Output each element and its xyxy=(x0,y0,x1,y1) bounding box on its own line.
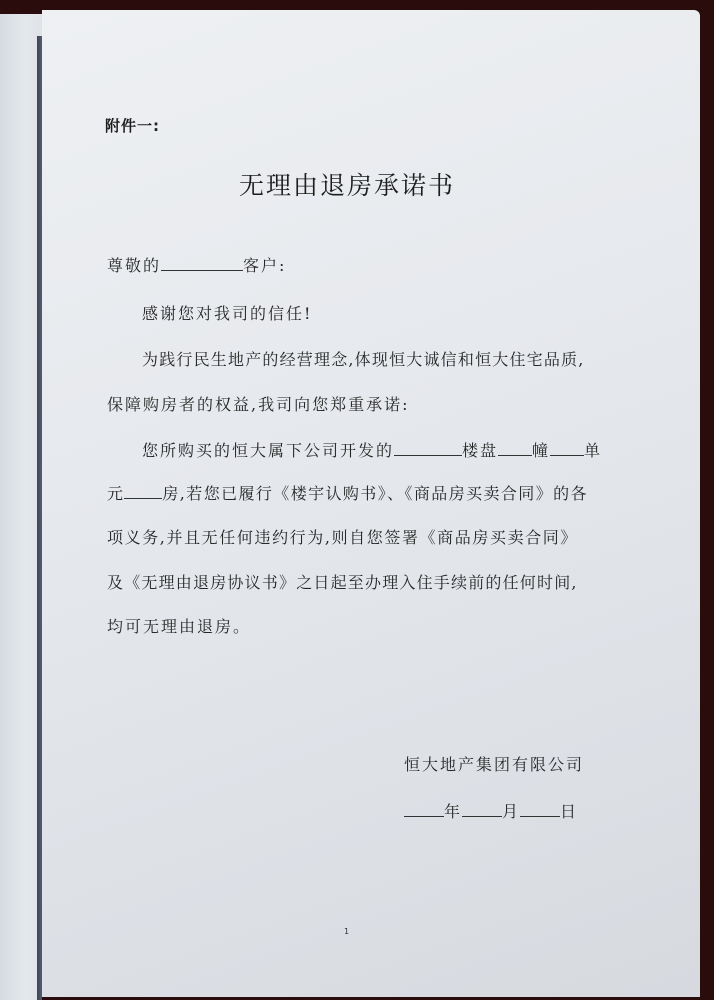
salutation-prefix: 尊敬的 xyxy=(107,256,162,275)
annex-label: 附件一: xyxy=(105,117,160,135)
terms-text: 楼盘 xyxy=(462,441,499,460)
previous-page-edge xyxy=(0,14,42,1000)
paragraph-terms-line-3: 项义务,并且无任何违约行为,则自您签署《商品房买卖合同》 xyxy=(107,528,578,547)
terms-text: 幢 xyxy=(532,441,551,460)
year-label: 年 xyxy=(444,802,463,821)
document-title: 无理由退房承诺书 xyxy=(238,171,455,200)
terms-text: 单 xyxy=(584,441,603,460)
month-label: 月 xyxy=(502,802,521,821)
building-number-blank[interactable] xyxy=(498,441,532,456)
year-blank[interactable] xyxy=(404,802,444,817)
company-signature: 恒大地产集团有限公司 xyxy=(404,755,585,774)
day-label: 日 xyxy=(560,802,579,821)
paragraph-thanks: 感谢您对我司的信任! xyxy=(142,304,313,323)
day-blank[interactable] xyxy=(520,802,560,817)
room-number-blank[interactable] xyxy=(124,484,162,499)
page-number: 1 xyxy=(344,927,350,936)
month-blank[interactable] xyxy=(462,802,502,817)
property-name-blank[interactable] xyxy=(394,441,462,456)
salutation-suffix: 客户: xyxy=(243,256,287,275)
paragraph-terms-line-5: 均可无理由退房。 xyxy=(107,617,252,636)
terms-text: 您所购买的恒大属下公司开发的 xyxy=(142,441,395,460)
terms-text: 房,若您已履行《楼宇认购书》、《商品房买卖合同》的各 xyxy=(162,484,588,503)
salutation xyxy=(107,253,286,276)
document-page xyxy=(42,10,700,997)
signature-date xyxy=(404,799,578,822)
paragraph-terms-line-4: 及《无理由退房协议书》之日起至办理入住手续前的任何时间, xyxy=(107,573,578,592)
terms-text: 元 xyxy=(107,484,125,503)
paragraph-terms-line-1 xyxy=(142,438,602,461)
paragraph-commitment-line-1: 为践行民生地产的经营理念,体现恒大诚信和恒大住宅品质, xyxy=(142,350,585,369)
paragraph-terms-line-2 xyxy=(107,481,588,504)
paragraph-commitment-line-2: 保障购房者的权益,我司向您郑重承诺: xyxy=(107,395,410,414)
customer-name-blank[interactable] xyxy=(161,256,243,271)
unit-number-blank[interactable] xyxy=(550,441,584,456)
